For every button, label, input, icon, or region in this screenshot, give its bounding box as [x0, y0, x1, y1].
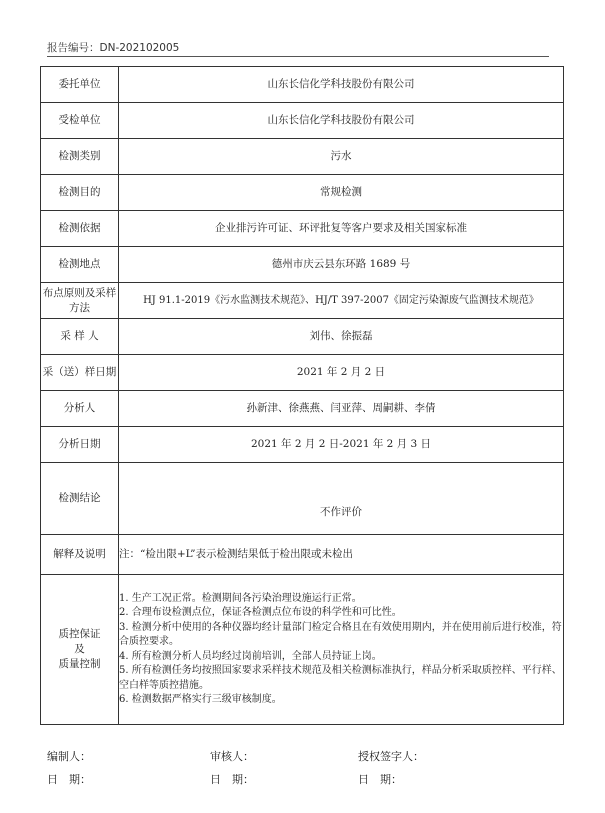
qc-item: 6. 检测数据严格实行三级审核制度。 [119, 694, 282, 705]
row-label: 检测目的 [41, 175, 119, 211]
row-value: 企业排污许可证、环评批复等客户要求及相关国家标准 [119, 211, 564, 247]
row-label: 采（送）样日期 [41, 355, 119, 391]
row-label: 解释及说明 [41, 535, 119, 575]
row-label: 检测地点 [41, 247, 119, 283]
qc-content [119, 575, 564, 725]
row-value: 污水 [119, 139, 564, 175]
row-label: 检测类别 [41, 139, 119, 175]
row-label: 委托单位 [41, 67, 119, 103]
row-label: 检测依据 [41, 211, 119, 247]
row-label: 分析人 [41, 391, 119, 427]
table-row [41, 427, 564, 463]
qc-item: 3. 检测分析中使用的各种仪器均经计量部门检定合格且在有效使用期内，并在使用前后进行校准，符合质控要求。 [119, 621, 562, 647]
row-value: 德州市庆云县东环路 1689 号 [119, 247, 564, 283]
qc-label [41, 575, 119, 725]
qc-row [41, 575, 564, 725]
qc-item: 1. 生产工况正常。检测期间各污染治理设施运行正常。 [119, 592, 362, 604]
row-value: 常规检测 [119, 175, 564, 211]
row-value: 山东长信化学科技股份有限公司 [119, 103, 564, 139]
table-row [41, 283, 564, 319]
table-row [41, 67, 564, 103]
table-row [41, 391, 564, 427]
row-value: 刘伟、徐振磊 [119, 319, 564, 355]
authorizer-label: 授权签字人： [358, 750, 424, 763]
qc-item: 4. 所有检测分析人员均经过岗前培训，全部人员持证上岗。 [119, 650, 382, 662]
date-label-compiler: 日 期： [47, 773, 91, 786]
conclusion-value: 不作评价 [119, 463, 564, 535]
row-label: 检测结论 [41, 463, 119, 535]
row-label: 分析日期 [41, 427, 119, 463]
table-row [41, 175, 564, 211]
row-label: 采 样 人 [41, 319, 119, 355]
row-value: 2021 年 2 月 2 日 [119, 355, 564, 391]
row-value: 孙新津、徐燕燕、闫亚萍、周嗣耕、李倩 [119, 391, 564, 427]
table-row [41, 535, 564, 575]
qc-label-line: 质量控制 [58, 658, 101, 670]
table-row [41, 355, 564, 391]
row-value: 注：“检出限+L”表示检测结果低于检出限或未检出 [119, 535, 564, 575]
row-label: 受检单位 [41, 103, 119, 139]
row-label: 布点原则及采样方法 [41, 283, 119, 319]
table-row [41, 463, 564, 535]
row-value: HJ 91.1-2019《污水监测技术规范》、HJ/T 397-2007《固定污染源废气监测技术规范》 [119, 283, 564, 319]
qc-label-line: 及 [74, 643, 85, 655]
report-table [40, 66, 564, 725]
compiler-label: 编制人： [47, 750, 91, 763]
row-value: 山东长信化学科技股份有限公司 [119, 67, 564, 103]
qc-label-line: 质控保证 [58, 628, 101, 640]
report-number: 报告编号：DN-202102005 [47, 42, 180, 54]
header-divider [47, 56, 549, 57]
qc-item: 2. 合理布设检测点位，保证各检测点位布设的科学性和可比性。 [119, 607, 402, 618]
table-row [41, 103, 564, 139]
date-label-reviewer: 日 期： [210, 773, 254, 786]
table-row [41, 139, 564, 175]
date-label-authorizer: 日 期： [358, 773, 402, 786]
table-row [41, 247, 564, 283]
reviewer-label: 审核人： [210, 750, 254, 763]
row-value: 2021 年 2 月 2 日-2021 年 2 月 3 日 [119, 427, 564, 463]
table-row [41, 211, 564, 247]
qc-item: 5. 所有检测任务均按照国家要求采样技术规范及相关检测标准执行，样品分析采取质控样、平行样、空白样等质控措施。 [119, 665, 562, 691]
table-row [41, 319, 564, 355]
